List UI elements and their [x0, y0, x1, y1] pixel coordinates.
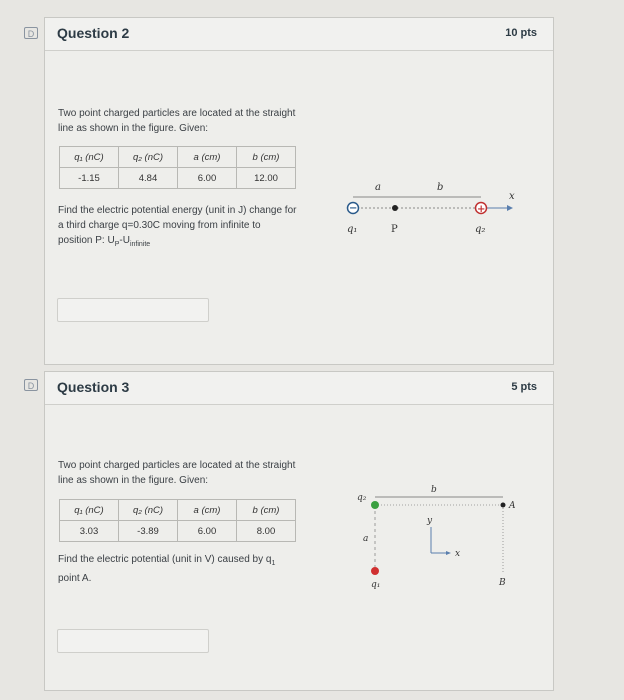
label-b: b	[437, 182, 444, 193]
table-cell: 6.00	[178, 521, 237, 542]
table-cell: -3.89	[119, 521, 178, 542]
charge-grid-figure	[335, 477, 515, 597]
question-header	[45, 18, 553, 51]
label-a: a	[375, 182, 381, 193]
flag-icon[interactable]: D	[24, 379, 38, 391]
label-q1: q₁	[371, 580, 381, 590]
question-card-3	[44, 371, 554, 691]
table-header: q₂ (nC)	[119, 147, 178, 168]
table-header: b (cm)	[237, 500, 296, 521]
table-header: a (cm)	[178, 147, 237, 168]
prompt-line-1: Find the electric potential energy (unit in J) change for	[58, 205, 297, 216]
table-header: b (cm)	[237, 147, 296, 168]
answer-input[interactable]	[57, 298, 209, 322]
label-x: x	[455, 549, 461, 559]
question-prompt	[58, 552, 275, 586]
question-header	[45, 372, 553, 405]
label-q1: q₁	[347, 224, 358, 235]
table-cell: -1.15	[60, 168, 119, 189]
question-body	[45, 405, 553, 690]
label-B: B	[499, 578, 506, 588]
question-prompt	[58, 203, 296, 252]
table-cell: 6.00	[178, 168, 237, 189]
prompt-subscript-infinite: infinite	[129, 241, 151, 248]
question-title: Question 2	[57, 25, 130, 41]
table-header: q₁ (nC)	[60, 147, 119, 168]
prompt-line-2: a third charge q=0.30C moving from infinite to	[58, 220, 261, 231]
positive-charge-q1	[371, 567, 379, 575]
table-header: q₂ (nC)	[119, 500, 178, 521]
table-cell: 12.00	[237, 168, 296, 189]
label-b: b	[431, 485, 437, 495]
question-text	[58, 458, 295, 488]
answer-input[interactable]	[57, 629, 209, 653]
pos-sign: +	[477, 204, 486, 215]
prompt-prefix: position P: U	[58, 235, 115, 246]
flag-icon[interactable]: D	[24, 27, 38, 39]
prompt-subscript-p: P	[114, 241, 120, 248]
given-table	[59, 499, 296, 542]
table-header: q₁ (nC)	[60, 500, 119, 521]
label-q2: q₂	[475, 224, 486, 235]
question-points: 5 pts	[511, 381, 537, 393]
intro-line-1: Two point charged particles are located at the straight	[58, 460, 296, 471]
table-header: a (cm)	[178, 500, 237, 521]
label-y: y	[427, 516, 433, 526]
question-card-2	[44, 17, 554, 365]
intro-line-2: line as shown in the figure. Given:	[58, 475, 209, 486]
question-text	[58, 106, 295, 136]
question-body	[45, 51, 553, 364]
prompt-line-3	[58, 233, 296, 252]
x-arrow	[446, 551, 451, 555]
point-a	[501, 503, 506, 508]
prompt-line-2: point A.	[58, 573, 92, 584]
arrow-head	[507, 205, 513, 211]
prompt-prefix: Find the electric potential (unit in V) caused by q	[58, 554, 272, 565]
label-p: P	[391, 224, 398, 235]
prompt-line-1	[58, 552, 275, 571]
prompt-subscript-1: 1	[271, 560, 276, 567]
table-cell: 8.00	[237, 521, 296, 542]
label-A: A	[509, 501, 515, 511]
prompt-mid: -U	[119, 235, 130, 246]
point-p	[392, 205, 398, 211]
question-title: Question 3	[57, 379, 130, 395]
table-cell: 4.84	[119, 168, 178, 189]
label-x: x	[509, 191, 515, 202]
intro-line-2: line as shown in the figure. Given:	[58, 123, 209, 134]
negative-charge-q2	[371, 501, 379, 509]
label-q2: q₂	[357, 493, 367, 503]
given-table	[59, 146, 296, 189]
intro-line-1: Two point charged particles are located at the straight	[58, 108, 296, 119]
table-cell: 3.03	[60, 521, 119, 542]
charge-line-figure	[333, 171, 543, 241]
question-points: 10 pts	[505, 27, 537, 39]
neg-sign: −	[349, 203, 358, 214]
label-a: a	[363, 534, 369, 544]
